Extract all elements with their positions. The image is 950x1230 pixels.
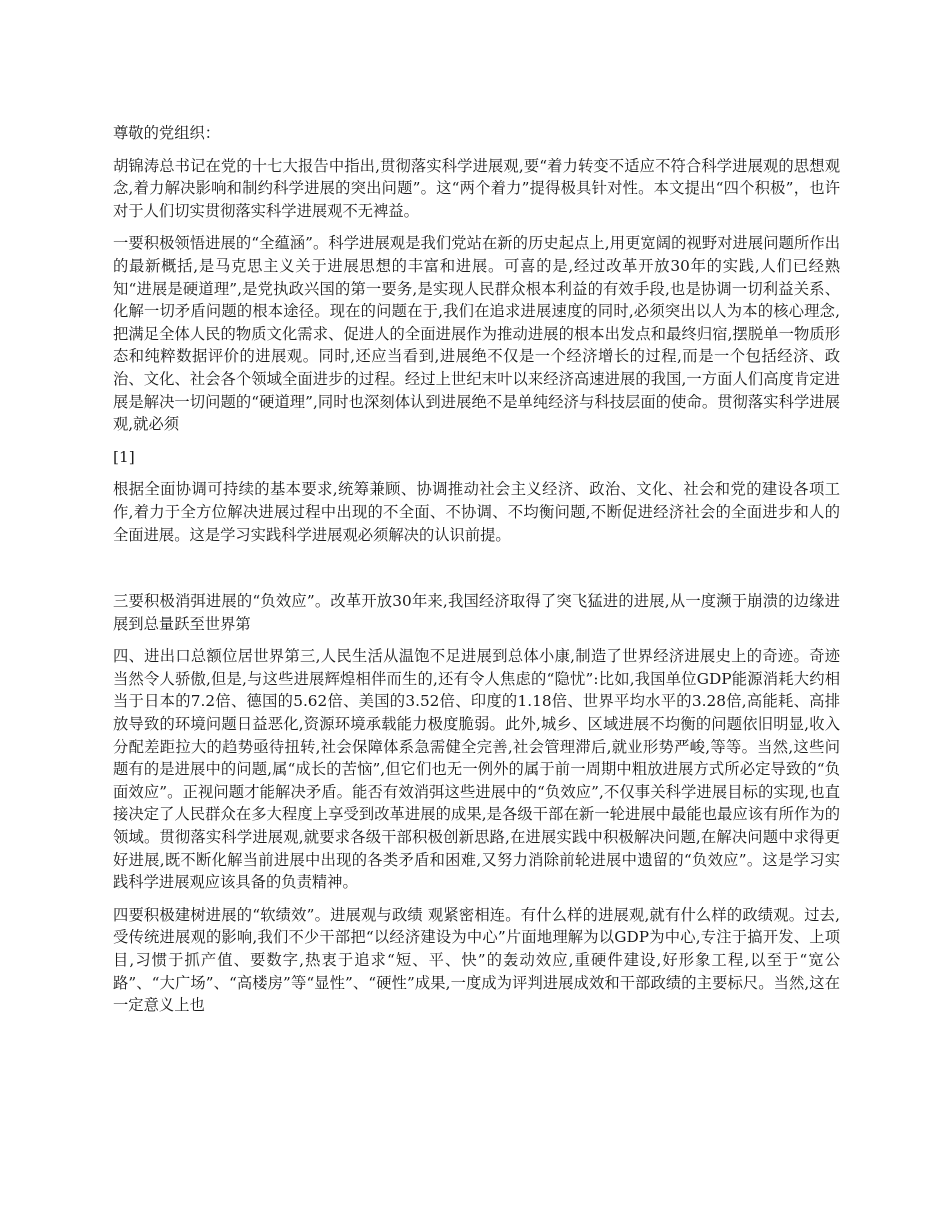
footnote-marker: [1]: [113, 447, 135, 466]
paragraph-intro: 胡锦涛总书记在党的十七大报告中指出,贯彻落实科学进展观,要“着力转变不适应不符合科学进展观的思想观念,着力解决影响和制约科学进展的突出问题”。这“两个着力”提得极具针对性。本文提出“四个积极”，也许对于人们切实贯彻落实科学进展观不无裨益。: [113, 156, 840, 220]
paragraph-first-point: 一要积极领悟进展的“全蕴涵”。科学进展观是我们党站在新的历史起点上,用更宽阔的视野对进展问题所作出的最新概括,是马克思主义关于进展思想的丰富和进展。可喜的是,经过改革开放30年的实践,人们已经熟知“进展是硬道理”,是党执政兴国的第一要务,是实现人民群众根本利益的有效手段,也是协调一切利益关系、化解一切矛盾问题的根本途径。现在的问题在于,我们在追求进展速度的同时,必须突出以人为本的核心理念,把满足全体人民的物质文化需求、促进人的全面进展作为推动进展的根本出发点和最终归宿,摆脱单一物质形态和纯粹数据评价的进展观。同时,还应当看到,进展绝不仅是一个经济增长的过程,而是一个包括经济、政治、文化、社会各个领域全面进步的过程。经过上世纪末叶以来经济高速进展的我国,一方面人们高度肯定进展是解决一切问题的“硬道理”,同时也深刻体认到进展绝不是单纯经济与科技层面的使命。贯彻落实科学进展观,就必须: [113, 234, 840, 434]
document-body: [113, 122, 840, 1027]
paragraph-third-point: 三要积极消弭进展的“负效应”。改革开放30年来,我国经济取得了突飞猛进的进展,从一度濒于崩溃的边缘进展到总量跃至世界第: [113, 592, 840, 633]
paragraph-fourth-point: 四要积极建树进展的“软绩效”。进展观与政绩 观紧密相连。有什么样的进展观,就有什么样的政绩观。过去,受传统进展观的影响,我们不少干部把“以经济建设为中心”片面地理解为以GDP为中心,专注于搞开发、上项目,习惯于抓产值、要数字,热衷于追求“短、平、快”的轰动效应,重硬件建设,好形象工程,以至于“宽公路”、“大广场”、“高楼房”等“显性”、“硬性”成果,一度成为评判进展成效和干部政绩的主要标尺。当然,这在一定意义上也: [113, 905, 840, 1015]
paragraph-gap: [113, 556, 840, 590]
salutation: 尊敬的党组织：: [113, 124, 221, 142]
paragraph-comprehensive: 根据全面协调可持续的基本要求,统筹兼顾、协调推动社会主义经济、政治、文化、社会和党的建设各项工作,着力于全方位解决进展过程中出现的不全面、不协调、不均衡问题,不断促进经济社会的全面进步和人的全面进展。这是学习实践科学进展观必须解决的认识前提。: [113, 480, 840, 544]
paragraph-fourth-continued: 四、进出口总额位居世界第三,人民生活从温饱不足进展到总体小康,制造了世界经济进展史上的奇迹。奇迹当然令人骄傲,但是,与这些进展辉煌相伴而生的,还有令人焦虑的“隐忧”:比如,我国单位GDP能源消耗大约相当于日本的7.2倍、德国的5.62倍、美国的3.52倍、印度的1.18倍、世界平均水平的3.28倍,高能耗、高排放导致的环境问题日益恶化,资源环境承载能力极度脆弱。此外,城乡、区域进展不均衡的问题依旧明显,收入分配差距拉大的趋势亟待扭转,社会保障体系急需健全完善,社会管理滞后,就业形势严峻,等等。当然,这些问题有的是进展中的问题,属“成长的苦恼”,但它们也无一例外的属于前一周期中粗放进展方式所必定导致的“负面效应”。正视问题才能解决矛盾。能否有效消弭这些进展中的“负效应”,不仅事关科学进展目标的实现,也直接决定了人民群众在多大程度上享受到改革进展的成果,是各级干部在新一轮进展中最能也最应该有所作为的领域。贯彻落实科学进展观,就要求各级干部积极创新思路,在进展实践中积极解决问题,在解决问题中求得更好进展,既不断化解当前进展中出现的各类矛盾和困难,又努力消除前轮进展中遗留的“负效应”。这是学习实践科学进展观应该具备的负责精神。: [113, 647, 840, 892]
